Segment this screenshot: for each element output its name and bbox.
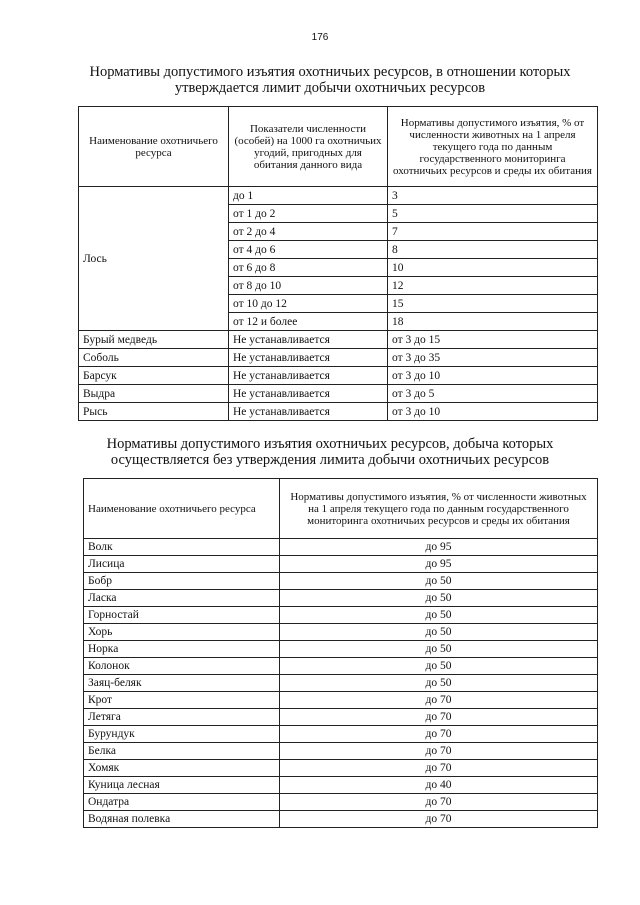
table-row <box>84 692 598 709</box>
resource-name-cell: Бобр <box>84 573 280 590</box>
norm-cell: 18 <box>388 313 598 331</box>
population-cell: от 6 до 8 <box>229 259 388 277</box>
resource-name-cell: Ондатра <box>84 794 280 811</box>
norm-cell: от 3 до 10 <box>388 367 598 385</box>
table-row <box>84 743 598 760</box>
table1-title: Нормативы допустимого изъятия охотничьих ресурсов, в отношении которых утверждается лимит добычи охотничьих ресурсов <box>89 64 571 96</box>
table-row <box>84 624 598 641</box>
table-row <box>79 349 598 367</box>
table-row <box>84 709 598 726</box>
population-cell: Не устанавливается <box>229 349 388 367</box>
resource-name-cell: Бурундук <box>84 726 280 743</box>
resource-name-cell: Барсук <box>79 367 229 385</box>
population-cell: Не устанавливается <box>229 331 388 349</box>
population-cell: до 1 <box>229 187 388 205</box>
population-cell: от 1 до 2 <box>229 205 388 223</box>
norm-cell: от 3 до 10 <box>388 403 598 421</box>
resource-name-cell: Ласка <box>84 590 280 607</box>
norm-cell: от 3 до 15 <box>388 331 598 349</box>
population-cell: от 12 и более <box>229 313 388 331</box>
resource-name-cell: Волк <box>84 539 280 556</box>
column-header-norm: Нормативы допустимого изъятия, % от численности животных на 1 апреля текущего года по данным государственного мониторинга охотничьих ресурсов и среды их обитания <box>280 479 598 539</box>
resource-name-cell: Выдра <box>79 385 229 403</box>
norm-cell: 7 <box>388 223 598 241</box>
table-row <box>84 760 598 777</box>
table-row <box>84 675 598 692</box>
population-cell: Не устанавливается <box>229 367 388 385</box>
table-row <box>84 573 598 590</box>
norm-cell: 12 <box>388 277 598 295</box>
table-row <box>79 385 598 403</box>
norm-cell: до 70 <box>280 743 598 760</box>
column-header-resource: Наименование охотничьего ресурса <box>84 479 280 539</box>
page-number: 176 <box>311 32 329 43</box>
table-row <box>79 403 598 421</box>
norm-cell: 10 <box>388 259 598 277</box>
table-row <box>84 658 598 675</box>
table-header-row <box>79 107 598 187</box>
resource-name-cell: Горностай <box>84 607 280 624</box>
norm-cell: до 50 <box>280 590 598 607</box>
table-header-row <box>84 479 598 539</box>
table-row <box>79 367 598 385</box>
norm-cell: 5 <box>388 205 598 223</box>
table-row <box>84 539 598 556</box>
norm-cell: до 50 <box>280 624 598 641</box>
norm-cell: до 70 <box>280 692 598 709</box>
table2-title: Нормативы допустимого изъятия охотничьих ресурсов, добыча которых осуществляется без утверждения лимита добычи охотничьих ресурсов <box>106 436 554 468</box>
resource-name-cell: Заяц-беляк <box>84 675 280 692</box>
norm-cell: до 70 <box>280 811 598 828</box>
norm-cell: до 40 <box>280 777 598 794</box>
norm-cell: до 70 <box>280 709 598 726</box>
resource-name-cell: Хомяк <box>84 760 280 777</box>
population-cell: от 10 до 12 <box>229 295 388 313</box>
norm-cell: до 70 <box>280 794 598 811</box>
norm-cell: до 50 <box>280 658 598 675</box>
resource-name-cell: Белка <box>84 743 280 760</box>
resource-name-cell: Бурый медведь <box>79 331 229 349</box>
table-row <box>84 556 598 573</box>
norm-cell: от 3 до 5 <box>388 385 598 403</box>
column-header-population: Показатели численности (особей) на 1000 га охотничьих угодий, пригодных для обитания данного вида <box>229 107 388 187</box>
resource-name-cell: Водяная полевка <box>84 811 280 828</box>
column-header-norm: Нормативы допустимого изъятия, % от численности животных на 1 апреля текущего года по данным государственного мониторинга охотничьих ресурсов и среды их обитания <box>388 107 598 187</box>
table-row <box>84 726 598 743</box>
resource-name-cell: Норка <box>84 641 280 658</box>
table-row <box>79 331 598 349</box>
resource-name-cell: Летяга <box>84 709 280 726</box>
resource-name-cell: Крот <box>84 692 280 709</box>
table-row <box>84 777 598 794</box>
unlimited-resources-table <box>83 478 598 828</box>
table-row <box>84 811 598 828</box>
resource-name-cell: Колонок <box>84 658 280 675</box>
norm-cell: от 3 до 35 <box>388 349 598 367</box>
norm-cell: до 50 <box>280 573 598 590</box>
resource-name-cell: Лось <box>79 187 229 331</box>
resource-name-cell: Рысь <box>79 403 229 421</box>
resource-name-cell: Лисица <box>84 556 280 573</box>
table-row <box>84 590 598 607</box>
limited-resources-table <box>78 106 598 421</box>
norm-cell: до 50 <box>280 675 598 692</box>
norm-cell: 15 <box>388 295 598 313</box>
table-row <box>79 187 598 205</box>
column-header-resource: Наименование охотничьего ресурса <box>79 107 229 187</box>
resource-name-cell: Куница лесная <box>84 777 280 794</box>
resource-name-cell: Соболь <box>79 349 229 367</box>
table-row <box>84 641 598 658</box>
norm-cell: до 70 <box>280 726 598 743</box>
table-row <box>84 607 598 624</box>
population-cell: Не устанавливается <box>229 385 388 403</box>
table-row <box>84 794 598 811</box>
norm-cell: до 50 <box>280 607 598 624</box>
norm-cell: до 95 <box>280 556 598 573</box>
norm-cell: до 70 <box>280 760 598 777</box>
population-cell: от 2 до 4 <box>229 223 388 241</box>
norm-cell: 3 <box>388 187 598 205</box>
population-cell: от 4 до 6 <box>229 241 388 259</box>
norm-cell: до 50 <box>280 641 598 658</box>
population-cell: от 8 до 10 <box>229 277 388 295</box>
norm-cell: 8 <box>388 241 598 259</box>
resource-name-cell: Хорь <box>84 624 280 641</box>
population-cell: Не устанавливается <box>229 403 388 421</box>
norm-cell: до 95 <box>280 539 598 556</box>
